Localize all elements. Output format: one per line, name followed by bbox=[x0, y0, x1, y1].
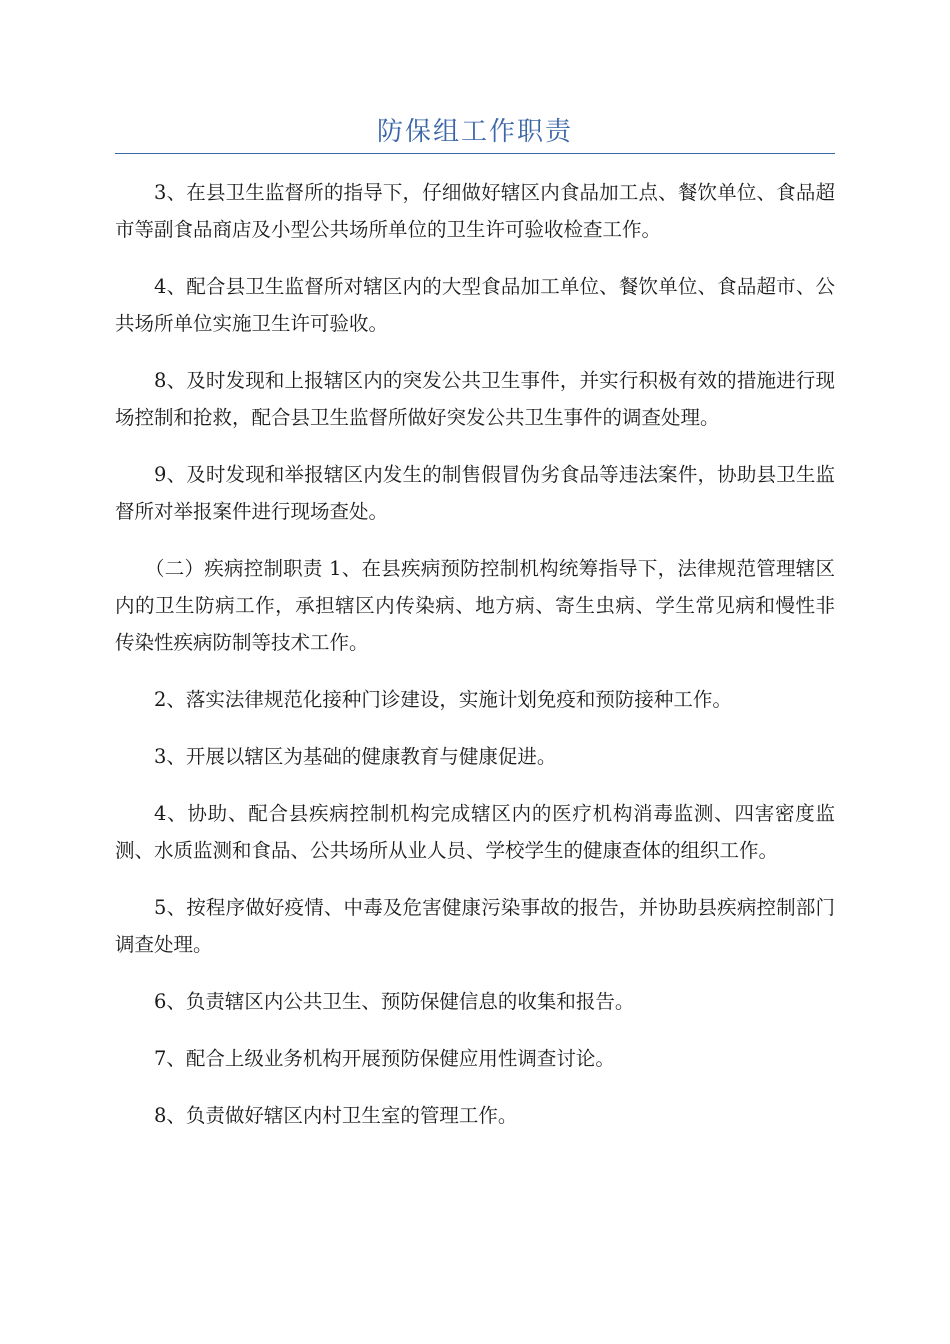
page-title: 防保组工作职责 bbox=[376, 117, 573, 147]
paragraph-item-8-emergency-events: 8、及时发现和上报辖区内的突发公共卫生事件，并实行积极有效的措施进行现场控制和抢救，配合县卫生监督所做好突发公共卫生事件的调查处理。 bbox=[115, 369, 835, 429]
document-body bbox=[115, 174, 835, 1154]
paragraph-item-4-license-acceptance: 4、配合县卫生监督所对辖区内的大型食品加工单位、餐饮单位、食品超市、公共场所单位实施卫生许可验收。 bbox=[115, 275, 835, 335]
title-underline bbox=[115, 153, 835, 154]
paragraph-item-9-illegal-food-cases: 9、及时发现和举报辖区内发生的制售假冒伪劣食品等违法案件，协助县卫生监督所对举报案件进行现场查处。 bbox=[115, 463, 835, 523]
paragraph-item-2-vaccination: 2、落实法律规范化接种门诊建设，实施计划免疫和预防接种工作。 bbox=[154, 688, 732, 711]
paragraph-item-8-village-clinic: 8、负责做好辖区内村卫生室的管理工作。 bbox=[154, 1104, 518, 1127]
paragraph-item-3-health-education: 3、开展以辖区为基础的健康教育与健康促进。 bbox=[154, 745, 557, 768]
paragraph-item-4-monitoring: 4、协助、配合县疾病控制机构完成辖区内的医疗机构消毒监测、四害密度监测、水质监测和食品、公共场所从业人员、学校学生的健康查体的组织工作。 bbox=[115, 802, 835, 862]
paragraph-item-7-survey: 7、配合上级业务机构开展预防保健应用性调查讨论。 bbox=[154, 1047, 615, 1070]
paragraph-item-5-epidemic-report: 5、按程序做好疫情、中毒及危害健康污染事故的报告，并协助县疾病控制部门调查处理。 bbox=[115, 896, 835, 956]
paragraph-item-3-license-inspection: 3、在县卫生监督所的指导下，仔细做好辖区内食品加工点、餐饮单位、食品超市等副食品商店及小型公共场所单位的卫生许可验收检查工作。 bbox=[115, 181, 835, 241]
paragraph-disease-control-duties: （二）疾病控制职责 1、在县疾病预防控制机构统筹指导下，法律规范管理辖区内的卫生防病工作，承担辖区内传染病、地方病、寄生虫病、学生常见病和慢性非传染性疾病防制等技术工作。 bbox=[115, 557, 835, 654]
paragraph-item-6-information: 6、负责辖区内公共卫生、预防保健信息的收集和报告。 bbox=[154, 990, 635, 1013]
